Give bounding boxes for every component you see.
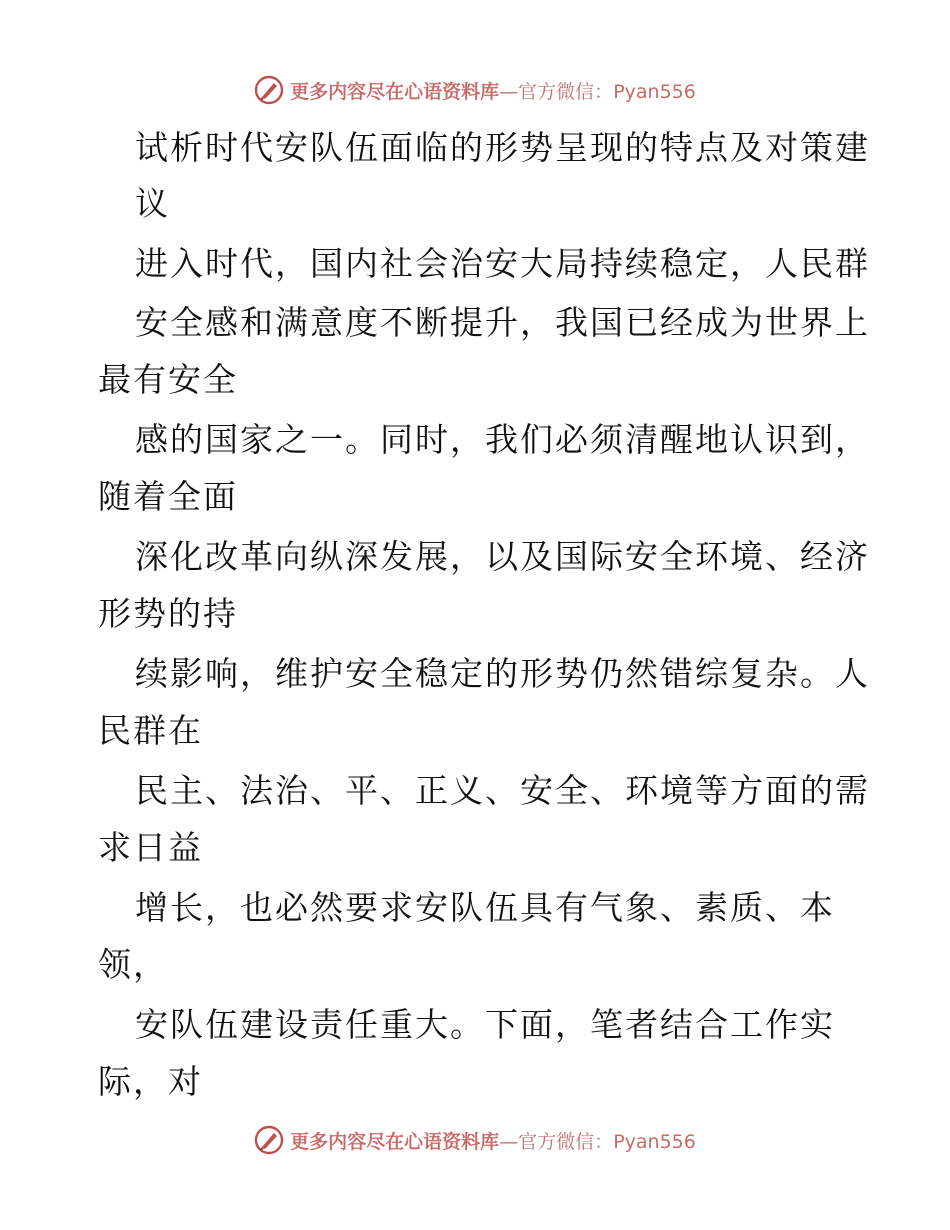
text-line: 安全感和满意度不断提升，我国已经成为世界上 bbox=[135, 303, 870, 342]
text-line: 形势的持 bbox=[98, 594, 238, 633]
watermark-text bbox=[290, 77, 696, 104]
text-line: 议 bbox=[135, 184, 170, 223]
text-line: 民主、法治、平、正义、安全、环境等方面的需 bbox=[135, 771, 870, 810]
watermark-text bbox=[290, 1127, 696, 1154]
watermark-label: 官方微信： bbox=[518, 1130, 614, 1153]
watermark-site: 更多内容尽在心语资料库 bbox=[290, 1130, 500, 1153]
text-line: 最有安全 bbox=[98, 360, 238, 399]
text-line: 续影响，维护安全稳定的形势仍然错综复杂。人 bbox=[135, 654, 870, 693]
text-line: 试析时代安队伍面临的形势呈现的特点及对策建 bbox=[135, 128, 870, 167]
watermark-label: 官方微信： bbox=[518, 80, 614, 103]
text-line: 增长，也必然要求安队伍具有气象、素质、本 bbox=[135, 888, 835, 927]
text-line: 安队伍建设责任重大。下面，笔者结合工作实 bbox=[135, 1005, 835, 1044]
watermark-wechat-id: Pyan556 bbox=[613, 1130, 696, 1153]
text-line: 际，对 bbox=[98, 1062, 203, 1101]
pen-logo-icon bbox=[254, 1125, 284, 1155]
watermark-dash: — bbox=[499, 80, 519, 103]
text-line: 深化改革向纵深发展，以及国际安全环境、经济 bbox=[135, 537, 870, 576]
watermark-site: 更多内容尽在心语资料库 bbox=[290, 80, 500, 103]
text-line: 感的国家之一。同时，我们必须清醒地认识到， bbox=[135, 420, 870, 459]
text-line: 民群在 bbox=[98, 711, 203, 750]
text-line: 进入时代，国内社会治安大局持续稳定，人民群 bbox=[135, 244, 870, 283]
footer-watermark bbox=[0, 1120, 950, 1160]
watermark-wechat-id: Pyan556 bbox=[613, 80, 696, 103]
watermark-dash: — bbox=[499, 1130, 519, 1153]
text-line: 领， bbox=[98, 945, 168, 984]
text-line: 随着全面 bbox=[98, 477, 238, 516]
header-watermark bbox=[0, 70, 950, 110]
pen-logo-icon bbox=[254, 75, 284, 105]
text-line: 求日益 bbox=[98, 828, 203, 867]
